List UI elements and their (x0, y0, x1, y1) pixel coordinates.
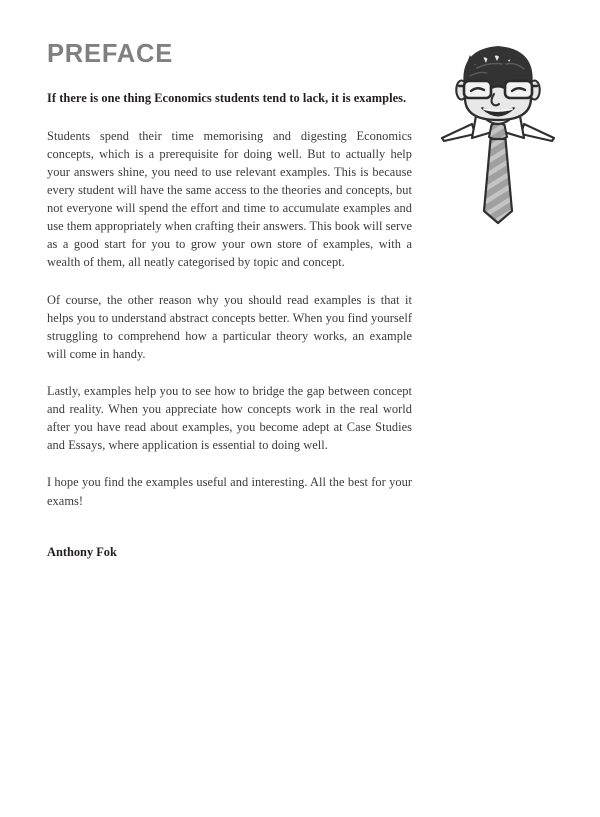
page-title: PREFACE (47, 40, 174, 68)
author-signature: Anthony Fok (47, 544, 117, 559)
body-paragraph-2: Of course, the other reason why you should read examples is that it helps you to understand abstract concepts better. When you find yourself struggling to comprehend how a particular theory works, an example will come in handy. (47, 292, 412, 361)
body-paragraph-1: Students spend their time memorising and digesting Economics concepts, which is a prerequisite for doing well. But to actually help your answers shine, you need to use relevant examples. This is because every student will have the same access to the theories and concepts, but not everyone will spend the effort and time to accumulate examples and use them appropriately when crafting their answers. This book will serve as a good start for you to grow your own store of examples, with a wealth of them, all neatly categorised by topic and concept. (47, 128, 413, 270)
body-paragraph-3: Lastly, examples help you to see how to bridge the gap between concept and reality. When you appreciate how concepts work in the real world after you have read about examples, you become adept at Case Studies and Essays, where application is essential to doing well. (47, 383, 412, 453)
necktie (484, 123, 512, 223)
body-paragraph-4: I hope you find the examples useful and interesting. All the best for your exams! (47, 475, 412, 508)
preface-text-column (47, 40, 412, 561)
author-portrait-illustration (432, 38, 572, 243)
lead-paragraph: If there is one thing Economics students tend to lack, it is examples. (47, 91, 407, 106)
